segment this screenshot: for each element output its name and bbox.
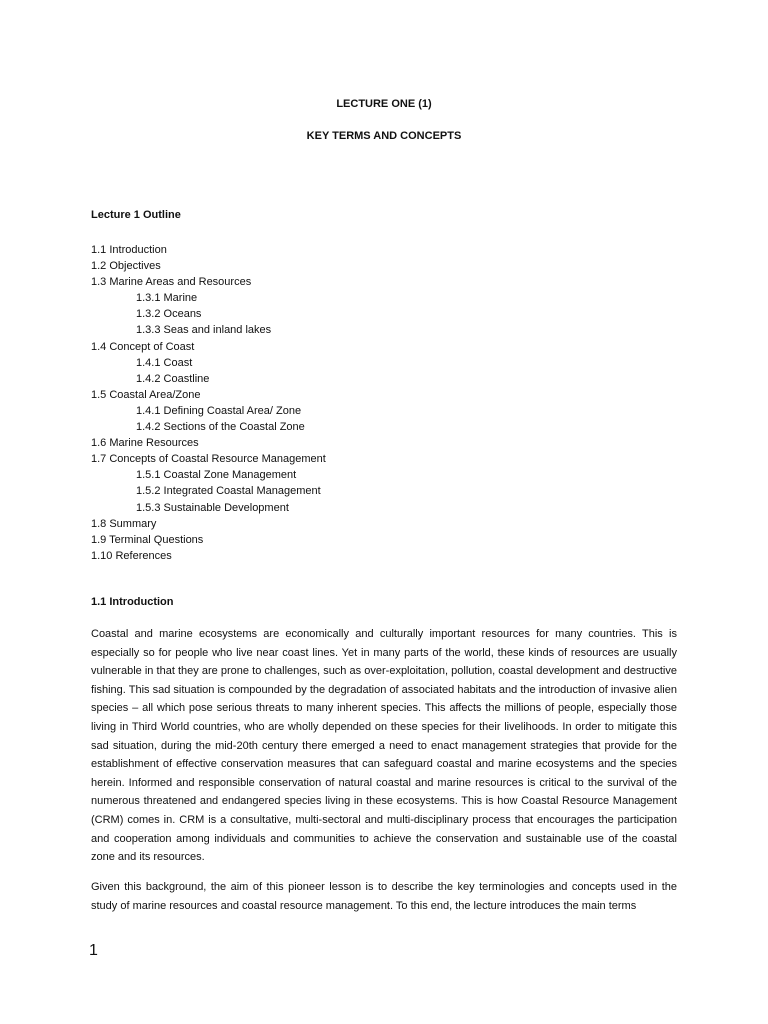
outline-item: 1.3 Marine Areas and Resources [91,276,252,289]
paragraph: Given this background, the aim of this pioneer lesson is to describe the key terminologies and concepts used in the study of marine resources and coastal resource management. To this end, the lecture introduces the main terms [91,881,677,912]
paragraph: Coastal and marine ecosystems are economically and culturally important resources for many countries. This is especially so for people who live near coast lines. Yet in many parts of the world, these kinds of resources are usually vulnerable in that they are prone to challenges, such as over-exploitation, pollution, coastal development and destructive fishing. This sad situation is compounded by the degradation of associated habitats and the introduction of invasive alien species – all which pose serious threats to many inherent species. This affects the millions of people, especially those living in Third World countries, who are wholly depended on these species for their livelihoods. In order to mitigate this sad situation, during the mid-20th century there emerged a need to enact management strategies that provide for the establishment of effective conservation measures that can safeguard coastal and marine ecosystems and the species herein. Informed and responsible conservation of natural coastal and marine resources is critical to the survival of the numerous threatened and endangered species living in these ecosystems. This is how Coastal Resource Management (CRM) comes in. CRM is a consultative, multi-sectoral and multi-disciplinary process that encourages the participation and cooperation among individuals and communities to achieve the conservation and sustainable use of the coastal zone and its resources. [91,628,677,864]
outline-item: 1.6 Marine Resources [91,437,199,450]
outline-item: 1.4.1 Defining Coastal Area/ Zone [136,404,302,417]
page-number: 1 [89,942,98,959]
lecture-title: LECTURE ONE (1) [336,98,432,110]
outline-item: 1.4.2 Coastline [136,372,210,385]
outline-item: 1.2 Objectives [91,260,161,273]
outline-item: 1.5.2 Integrated Coastal Management [136,485,321,498]
outline-item: 1.8 Summary [91,517,157,530]
outline-item: 1.5.3 Sustainable Development [136,501,289,514]
lecture-subtitle: KEY TERMS AND CONCEPTS [306,130,462,142]
outline-item: 1.1 Introduction [91,244,167,256]
outline-item: 1.3.1 Marine [136,292,198,305]
outline-item: 1.5.1 Coastal Zone Management [136,469,297,482]
section-heading-introduction: 1.1 Introduction [91,596,174,608]
outline-item: 1.4 Concept of Coast [91,340,195,353]
outline-item: 1.3.2 Oceans [136,308,202,321]
outline-item: 1.5 Coastal Area/Zone [91,388,201,401]
outline-item: 1.4.1 Coast [136,356,193,369]
outline-item: 1.4.2 Sections of the Coastal Zone [136,421,305,434]
outline-item: 1.3.3 Seas and inland lakes [136,324,272,337]
outline-item: 1.10 References [91,549,172,562]
outline-heading: Lecture 1 Outline [91,209,181,221]
outline-item: 1.9 Terminal Questions [91,533,204,546]
outline-item: 1.7 Concepts of Coastal Resource Management [91,453,326,466]
outline-list [91,242,326,564]
